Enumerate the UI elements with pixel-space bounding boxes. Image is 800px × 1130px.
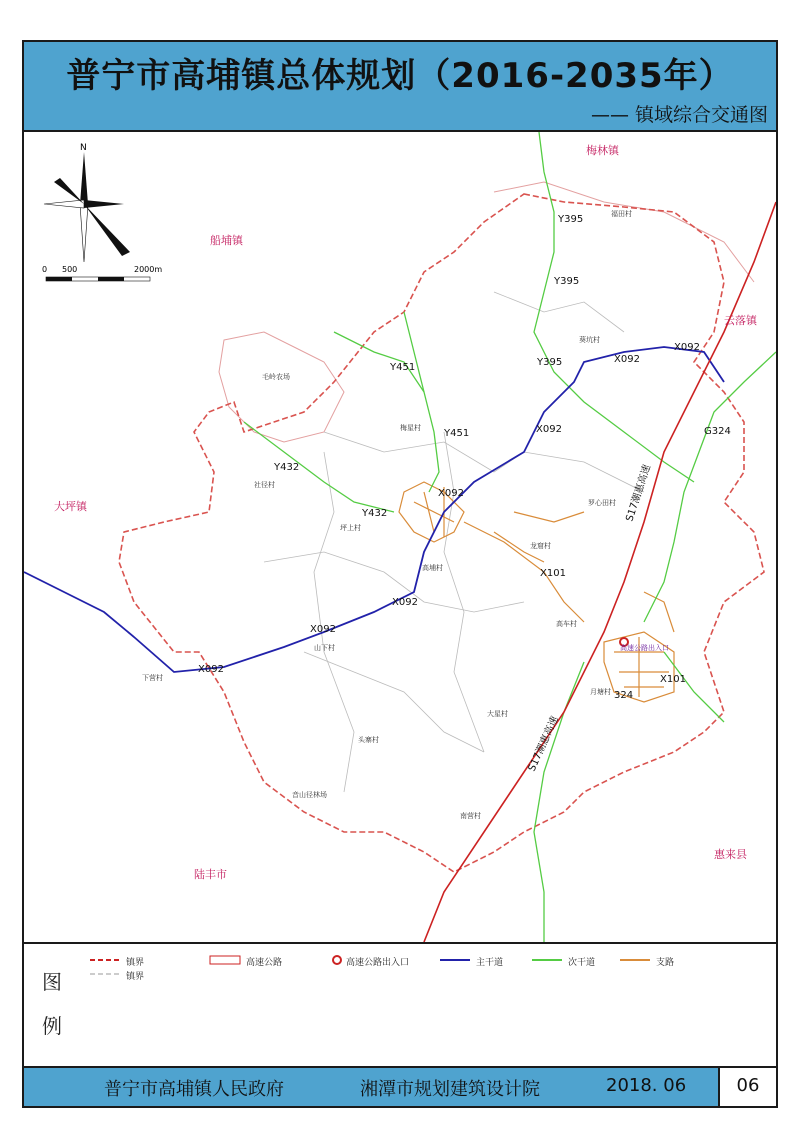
legend-title: 图 (42, 970, 62, 994)
road-label: Y451 (390, 362, 416, 373)
village-label: 福田村 (611, 210, 632, 218)
neighbor-boundary (219, 332, 344, 442)
village-label: 头寨村 (358, 736, 379, 744)
neighbor-label: 惠来县 (714, 848, 747, 861)
footer-gov: 普宁市高埔镇人民政府 (104, 1079, 284, 1100)
village-label: 大星村 (487, 710, 508, 718)
neighbor-label: 大坪镇 (54, 500, 87, 513)
road-label: X092 (536, 424, 562, 435)
village-label: 坪上村 (340, 524, 361, 532)
road-label: Y395 (537, 357, 563, 368)
road-label: 高速公路出入口 (620, 644, 669, 652)
footer-date: 2018. 06 (606, 1075, 687, 1096)
page-title: 普宁市高埔镇总体规划（2016-2035年） (66, 56, 734, 96)
footer-institute: 湘潭市规划建筑设计院 (360, 1079, 540, 1100)
legend-label: 镇界 (126, 972, 145, 982)
expressway-s17 (424, 202, 776, 942)
village-boundary (494, 292, 624, 332)
title-banner (22, 40, 778, 132)
neighbor-label: 船埔镇 (210, 234, 243, 247)
legend-label: 高速公路 (246, 958, 283, 968)
map-canvas (24, 132, 776, 942)
village-label: 罗心田村 (588, 499, 616, 507)
secondary-road-g324 (644, 352, 776, 622)
secondary-road-324 (534, 662, 584, 942)
road-label: X092 (614, 354, 640, 365)
neighbor-label: 梅林镇 (586, 144, 619, 157)
road-label: X092 (674, 342, 700, 353)
road-label: 324 (614, 690, 634, 701)
road-label: Y395 (558, 214, 584, 225)
scale-end: 2000m (134, 265, 163, 274)
scale-zero: 0 (42, 265, 48, 274)
neighbor-boundary (494, 182, 754, 282)
legend-label: 镇界 (126, 958, 145, 968)
legend-label: 主干道 (476, 958, 504, 968)
village-label: 毛岭农场 (262, 373, 290, 381)
village-boundary (304, 652, 484, 752)
village-label: 月塘村 (590, 688, 611, 696)
road-label: Y432 (362, 508, 388, 519)
branch-road (464, 522, 584, 622)
village-label: 下营村 (142, 674, 163, 682)
road-label: S17潮惠高速 (624, 463, 654, 523)
village-label: 龙窟村 (530, 542, 551, 550)
road-label: Y395 (554, 276, 580, 287)
road-label: G324 (704, 426, 731, 437)
north-arrow (44, 143, 130, 262)
scale-mid: 500 (62, 265, 78, 274)
road-label: X092 (392, 597, 418, 608)
town-boundary (119, 194, 764, 872)
neighbor-label: 云落镇 (724, 314, 757, 327)
footer-bar (22, 1066, 778, 1108)
secondary-road-y451 (334, 332, 439, 492)
road-label: X092 (310, 624, 336, 635)
village-label: 社径村 (254, 481, 275, 489)
branch-road (494, 512, 584, 562)
legend (24, 942, 776, 1068)
page-subtitle: —— 镇域综合交通图 (590, 104, 768, 126)
village-label: 山下村 (314, 644, 335, 652)
village-label: 高埔村 (422, 564, 443, 572)
legend-label: 支路 (656, 958, 675, 968)
secondary-road (404, 312, 424, 392)
secondary-road-x101 (664, 652, 724, 722)
road-label: X092 (438, 488, 464, 499)
village-label: 音山径林场 (292, 791, 327, 799)
village-label: 南营村 (460, 812, 481, 820)
north-label: N (80, 143, 87, 153)
neighbor-label: 陆丰市 (194, 868, 227, 881)
legend-label: 次干道 (568, 958, 596, 968)
road-label: Y432 (274, 462, 300, 473)
village-label: 葵坑村 (579, 336, 600, 344)
road-label: Y451 (444, 428, 470, 439)
scale-bar (42, 265, 162, 281)
road-label: X092 (198, 664, 224, 675)
page-number: 06 (736, 1075, 760, 1096)
village-label: 梅星村 (400, 424, 421, 432)
village-label: 高车村 (556, 620, 577, 628)
legend-label: 高速公路出入口 (346, 958, 410, 968)
road-label: X101 (660, 674, 686, 685)
road-label: X101 (540, 568, 566, 579)
village-boundary (324, 432, 644, 492)
road-label: S17潮惠高速 (526, 714, 561, 774)
legend-title: 例 (42, 1014, 62, 1038)
page-number-box (718, 1068, 776, 1106)
secondary-road-y432 (244, 422, 394, 512)
